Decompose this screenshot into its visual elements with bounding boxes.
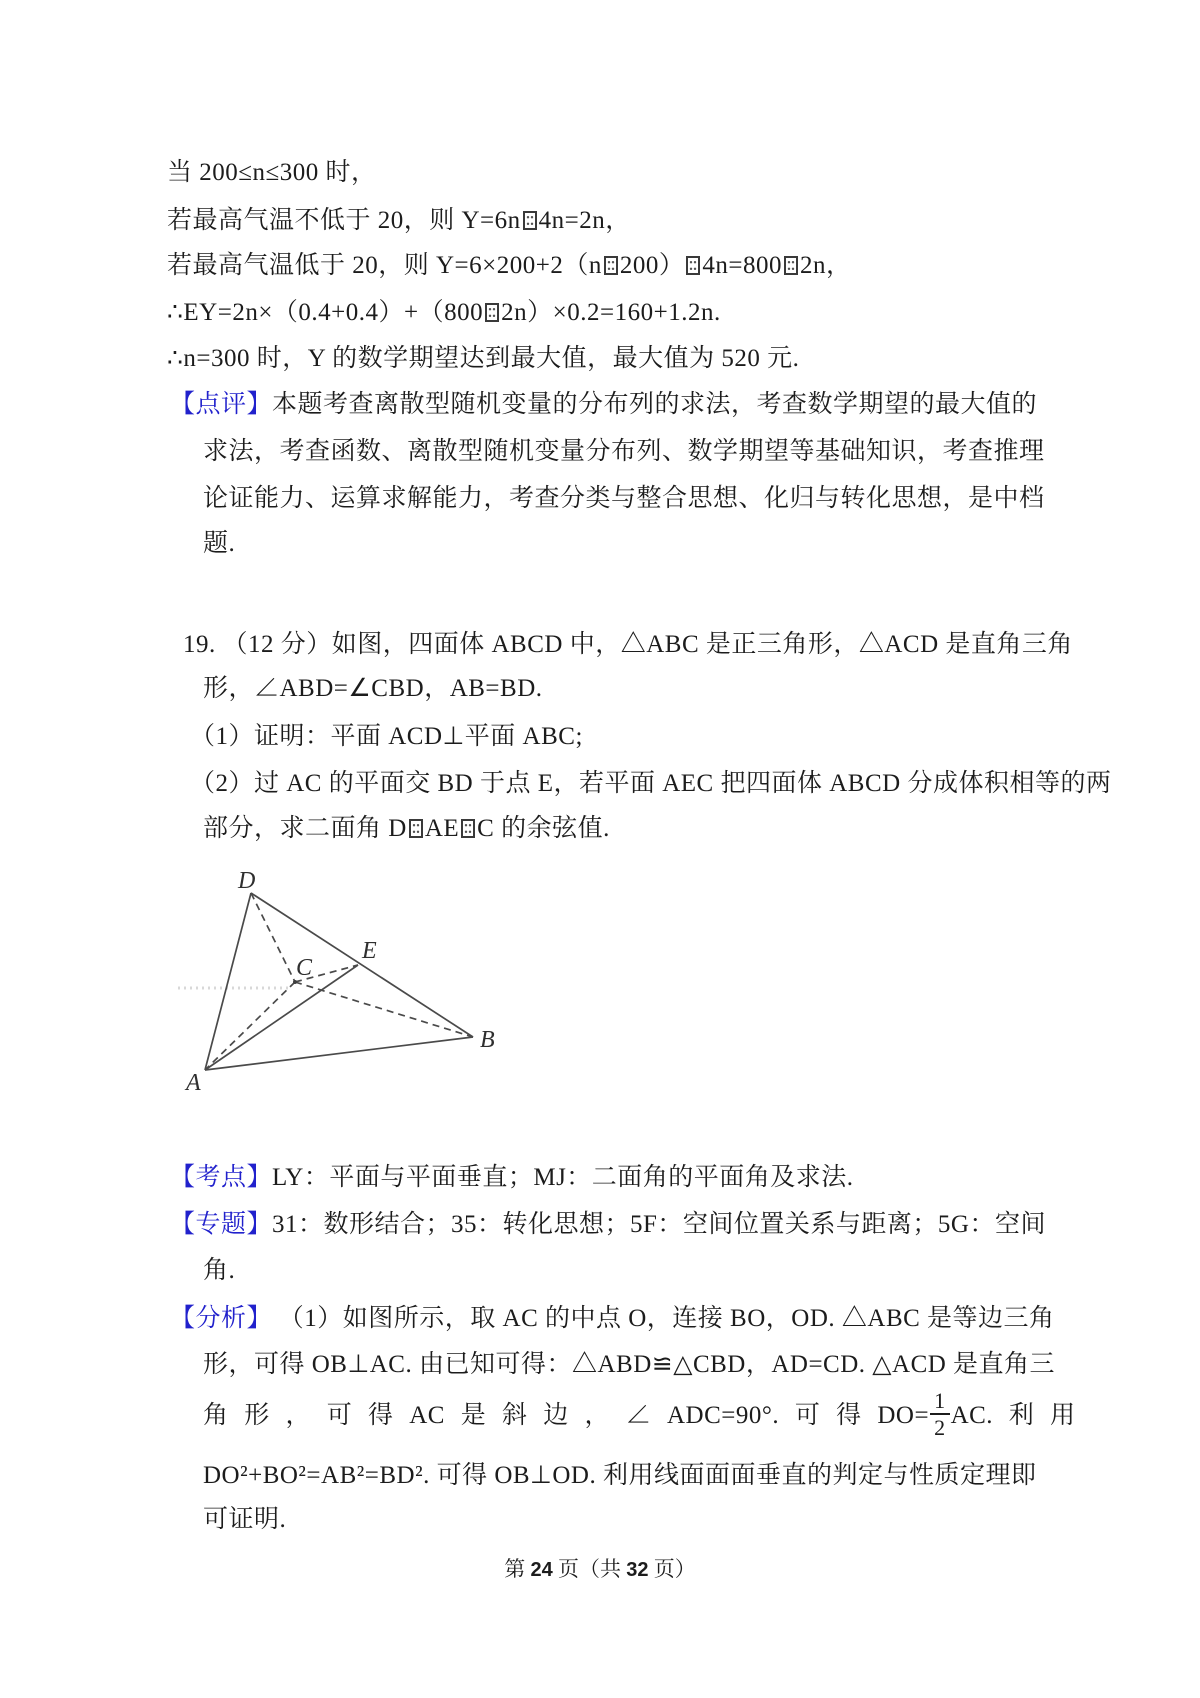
text-line	[203, 483, 1045, 515]
page-number: 32	[626, 1559, 649, 1581]
text-line	[203, 1460, 1036, 1492]
text-line	[203, 1504, 286, 1536]
vertex-label-D: D	[238, 868, 256, 894]
text-line	[203, 1349, 1055, 1381]
text-run: 形，可得 OB⊥AC. 由已知可得：△ABD≌△CBD，AD=CD. △ACD 是直角三	[203, 1351, 1056, 1378]
text-run: 可证明.	[203, 1506, 287, 1533]
text-run: AC. 利 用	[950, 1401, 1076, 1429]
text-run: DO²+BO²=AB²=BD². 可得 OB⊥OD. 利用线面面面垂直的判定与性质定理即	[203, 1462, 1037, 1489]
fraction-numerator: 1	[930, 1389, 950, 1415]
text-run: 角 形 ， 可 得 AC 是 斜 边 ， ∠ ADC=90°. 可 得 DO=	[203, 1401, 930, 1429]
text-run: 求法，考查函数、离散型随机变量分布列、数学期望等基础知识，考查推理	[203, 438, 1045, 465]
fraction-denominator: 2	[934, 1415, 946, 1441]
text-run: 部分，求二面角 D	[203, 815, 407, 842]
text-run: 论证能力、运算求解能力，考查分类与整合思想、化归与转化思想，是中档	[203, 485, 1045, 512]
section-label: 【点评】	[170, 391, 273, 418]
text-run: 题.	[203, 530, 236, 557]
text-run: （2）过 AC 的平面交 BD 于点 E，若平面 AEC 把四面体 ABCD 分成体积相等的两	[190, 770, 1112, 797]
text-line	[203, 528, 235, 560]
missing-glyph-box	[523, 211, 537, 230]
tetrahedron-figure	[160, 855, 540, 1115]
edge-CB	[295, 982, 473, 1037]
text-run: （1）证明：平面 ACD⊥平面 ABC;	[190, 723, 583, 750]
text-run: 2n，	[799, 252, 852, 279]
vertex-label-C: C	[296, 955, 313, 981]
missing-glyph-box	[461, 819, 475, 838]
text-line	[167, 157, 376, 189]
text-line	[203, 813, 610, 845]
missing-glyph-box	[485, 303, 499, 322]
text-line	[203, 436, 1045, 468]
text-run: LY：平面与平面垂直；MJ：二面角的平面角及求法.	[272, 1164, 854, 1191]
missing-glyph-box	[784, 256, 798, 275]
text-run: 200）	[619, 252, 685, 279]
text-run: 19. （12 分）如图，四面体 ABCD 中，△ABC 是正三角形，△ACD 是直角三角	[183, 631, 1073, 658]
page-footer	[504, 1553, 696, 1583]
section-label: 【考点】	[170, 1164, 273, 1191]
text-run: 若最高气温不低于 20，则 Y=6n	[167, 207, 521, 234]
text-run: ∴EY=2n×（0.4+0.4）+（800	[167, 299, 484, 326]
fraction	[930, 1389, 950, 1439]
text-line	[167, 297, 721, 329]
text-line	[183, 629, 1073, 661]
text-run: 第	[504, 1557, 531, 1581]
vertex-label-E: E	[362, 938, 377, 964]
edge-CA	[205, 982, 295, 1070]
text-line	[170, 1303, 1055, 1335]
text-line	[170, 1162, 854, 1194]
text-run: 角.	[203, 1257, 236, 1284]
text-line	[170, 389, 1037, 421]
text-run: （1）如图所示，取 AC 的中点 O，连接 BO，OD. △ABC 是等边三角	[272, 1305, 1055, 1332]
vertex-label-B: B	[480, 1027, 495, 1053]
text-run: 当 200≤n≤300 时，	[167, 159, 377, 186]
text-line	[203, 1388, 1076, 1442]
page-number: 24	[530, 1559, 553, 1581]
missing-glyph-box	[409, 819, 423, 838]
text-run: 4n=2n，	[538, 207, 631, 234]
text-run: ∴n=300 时，Y 的数学期望达到最大值，最大值为 520 元.	[167, 345, 800, 372]
vertex-label-A: A	[186, 1070, 201, 1096]
text-run: C 的余弦值.	[477, 815, 610, 842]
missing-glyph-box	[604, 256, 618, 275]
text-line	[167, 205, 631, 237]
text-run: 页（共	[552, 1557, 627, 1581]
missing-glyph-box	[686, 256, 700, 275]
text-run: AE	[424, 815, 460, 842]
text-line	[203, 673, 543, 705]
tetrahedron-svg	[160, 855, 540, 1110]
text-run: 2n）×0.2=160+1.2n.	[501, 299, 721, 326]
text-line	[203, 1255, 235, 1287]
text-line	[167, 343, 799, 375]
text-line	[190, 768, 1111, 800]
text-run: 形，∠ABD=∠CBD，AB=BD.	[203, 675, 543, 702]
text-run: 页）	[648, 1557, 696, 1581]
section-label: 【专题】	[170, 1211, 273, 1238]
text-run: 若最高气温低于 20，则 Y=6×200+2（n	[167, 252, 602, 279]
text-line	[167, 250, 852, 282]
text-run: 31：数形结合；35：转化思想；5F：空间位置关系与距离；5G：空间	[272, 1211, 1046, 1238]
text-run: 4n=800	[702, 252, 782, 279]
text-line	[170, 1209, 1046, 1241]
text-run: 本题考查离散型随机变量的分布列的求法，考查数学期望的最大值的	[272, 391, 1038, 418]
text-line	[190, 721, 583, 753]
section-label: 【分析】	[170, 1305, 273, 1332]
